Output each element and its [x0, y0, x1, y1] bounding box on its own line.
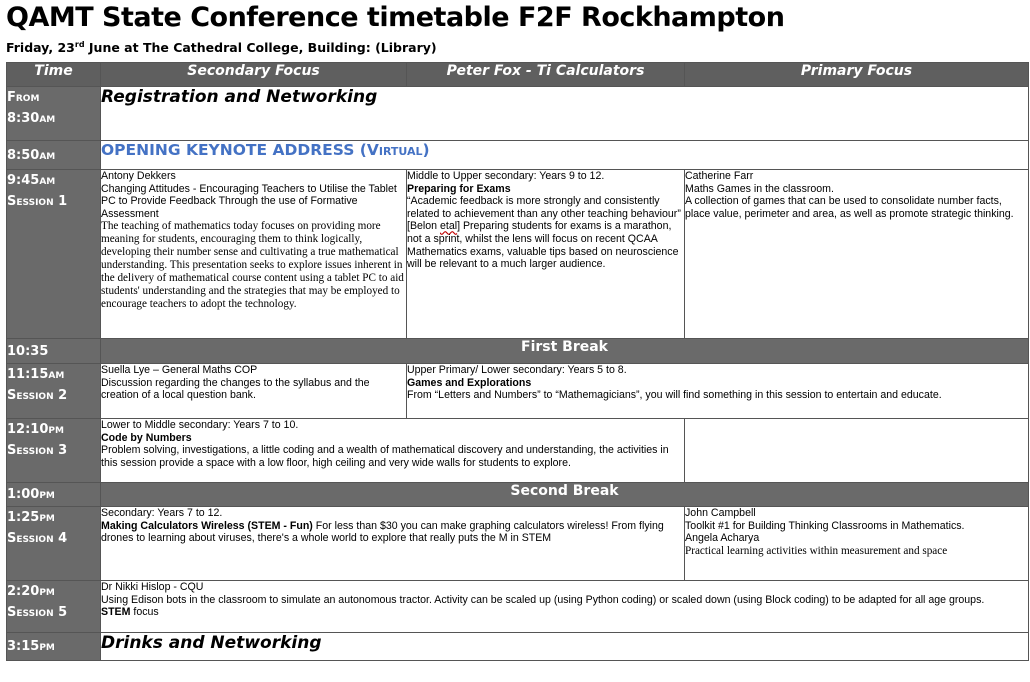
- s5-all-cell: [101, 581, 1029, 633]
- time-second-break: [7, 483, 101, 507]
- session-label-5: Session 5: [7, 605, 68, 620]
- row-session-5: [7, 581, 1029, 633]
- second-break-cell: Second Break: [101, 483, 1029, 507]
- s1-peter-cell: [407, 170, 685, 339]
- row-session-1: [7, 170, 1029, 339]
- header-row: [7, 63, 1029, 87]
- s1-secondary-presenter: Antony Dekkers: [101, 170, 176, 182]
- s1-primary-abstract: A collection of games that can be used to consolidate number facts, place value, perimeter and area, as well as promote strategic thinking.: [685, 195, 1014, 220]
- s4-primary-title-1: Toolkit #1 for Building Thinking Classrooms in Mathematics.: [685, 519, 965, 532]
- time-label-850: 8:50am: [7, 147, 56, 163]
- s2-secondary-presenter: Suella Lye – General Maths COP: [101, 364, 258, 376]
- row-session-2: [7, 364, 1029, 419]
- s4-primary-presenter-1: John Campbell: [685, 507, 756, 519]
- s1-peter-abstract: [407, 195, 684, 271]
- session-label-4: Session 4: [7, 531, 68, 546]
- time-session-1: [7, 170, 101, 339]
- page-title: QAMT State Conference timetable F2F Rockhampton: [6, 2, 785, 33]
- time-label-100: 1:00pm: [7, 487, 55, 502]
- s1-primary-cell: [685, 170, 1029, 339]
- header-peter-fox: Peter Fox - Ti Calculators: [407, 63, 685, 87]
- s1-primary-title: Maths Games in the classroom.: [685, 182, 834, 195]
- row-drinks: [7, 633, 1029, 661]
- timetable: [6, 62, 1029, 661]
- page-subtitle: [6, 40, 437, 55]
- s2-secondary-cell: [101, 364, 407, 419]
- header-secondary-focus: Secondary Focus: [101, 63, 407, 87]
- keynote-cell: [101, 141, 1029, 170]
- time-label-125: 1:25pm: [7, 510, 55, 525]
- session-label-1: Session 1: [7, 194, 68, 209]
- s1-peter-level: Middle to Upper secondary: Years 9 to 12.: [407, 170, 605, 182]
- s4-secondary-level: Secondary: Years 7 to 12.: [101, 507, 223, 519]
- registration-cell: Registration and Networking: [101, 87, 1029, 141]
- s5-focus-line: [101, 606, 1028, 619]
- row-registration: [7, 87, 1029, 141]
- subtitle-date: Friday, 23: [6, 40, 75, 56]
- s5-presenter: Dr Nikki Hislop - CQU: [101, 581, 204, 593]
- s5-stem: STEM: [101, 606, 131, 619]
- s1-secondary-title: Changing Attitudes - Encouraging Teachers to Utilise the Tablet PC to Provide Feedback Through the use of Formative Assessment: [101, 182, 397, 220]
- s3-secondary-cell: [101, 419, 685, 483]
- time-label-1210: 12:10pm: [7, 422, 64, 437]
- row-second-break: [7, 483, 1029, 507]
- keynote-title: OPENING KEYNOTE ADDRESS (: [101, 141, 367, 159]
- keynote-virtual: Virtual: [366, 141, 423, 159]
- row-keynote: [7, 141, 1029, 170]
- row-session-4: [7, 507, 1029, 581]
- row-first-break: [7, 339, 1029, 364]
- time-keynote: [7, 141, 101, 170]
- session-label-3: Session 3: [7, 443, 68, 458]
- s4-secondary-title: Making Calculators Wireless (STEM - Fun): [101, 519, 313, 532]
- s5-focus: focus: [130, 606, 159, 619]
- s1-peter-title: Preparing for Exams: [407, 182, 511, 195]
- s5-abstract: Using Edison bots in the classroom to simulate an autonomous tractor. Activity can be scaled up (using Python coding) or scaled down (using Block coding) to be adapted for all age groups.: [101, 593, 985, 606]
- s4-primary-cell: [685, 507, 1029, 581]
- keynote-close: ): [422, 141, 430, 159]
- time-session-4: [7, 507, 101, 581]
- s2-peter-abstract: From “Letters and Numbers” to “Mathemagicians”, you will find something in this session to entertain and educate.: [407, 389, 942, 402]
- s3-primary-cell: [685, 419, 1029, 483]
- s4-secondary-body: [101, 520, 684, 545]
- s1-peter-abstract-a: “Academic feedback is more strongly and consistently related to achievement than any other teaching behaviour” [Belon: [407, 195, 681, 233]
- time-label-220: 2:20pm: [7, 584, 55, 599]
- s1-peter-abstract-etal: etal: [439, 220, 458, 233]
- s2-peter-title: Games and Explorations: [407, 376, 532, 389]
- s4-primary-presenter-2: Angela Acharya: [685, 532, 760, 545]
- s3-secondary-level: Lower to Middle secondary: Years 7 to 10.: [101, 419, 299, 431]
- session-label-2: Session 2: [7, 388, 68, 403]
- subtitle-venue: June at The Cathedral College, Building: (Library): [84, 40, 437, 56]
- s1-peter-abstract-b: ] Preparing students for exams is a marathon, not a sprint, whilst the lens will focus on recent QCAA Mathematics exams, valuable tips based on neuroscience will be relevant to a much larger audience.: [407, 220, 679, 271]
- time-label-945: 9:45am: [7, 173, 56, 188]
- s3-secondary-abstract: Problem solving, investigations, a little coding and a wealth of mathematical discovery and understanding, the activities in this session provide a space with a low floor, high ceiling and very wide walls for students to explore.: [101, 444, 669, 469]
- time-label-830: 8:30am: [7, 111, 56, 126]
- time-drinks: [7, 633, 101, 661]
- s4-primary-title-2: Practical learning activities within measurement and space: [685, 544, 948, 557]
- first-break-cell: First Break: [101, 339, 1029, 364]
- time-session-5: [7, 581, 101, 633]
- s3-secondary-title: Code by Numbers: [101, 431, 192, 444]
- time-session-3: [7, 419, 101, 483]
- header-primary-focus: Primary Focus: [685, 63, 1029, 87]
- s4-secondary-cell: [101, 507, 685, 581]
- time-registration: [7, 87, 101, 141]
- s4-secondary-abstract: For less than $30 you can make graphing calculators wireless! From flying drones to learning about viruses, there's a whole world to explore that really puts the M in STEM: [101, 519, 664, 545]
- s2-peter-cell: [407, 364, 1029, 419]
- s2-secondary-abstract: Discussion regarding the changes to the syllabus and the creation of a local question bank.: [101, 376, 370, 402]
- subtitle-suffix: rd: [74, 40, 85, 49]
- time-label-315: 3:15pm: [7, 639, 55, 654]
- time-label-1115: 11:15am: [7, 367, 65, 382]
- s1-primary-presenter: Catherine Farr: [685, 170, 754, 182]
- row-session-3: [7, 419, 1029, 483]
- drinks-cell: Drinks and Networking: [101, 633, 1029, 661]
- time-session-2: [7, 364, 101, 419]
- time-first-break: 10:35: [7, 339, 101, 364]
- s1-secondary-cell: [101, 170, 407, 339]
- s1-secondary-abstract: The teaching of mathematics today focuses on providing more meaning for students, encouraging them to think logically, developing their number sense and cultivating a true mathematical understanding. This presentation seeks to explore issues inherent in the delivery of mathematical course content using a tablet PC to aid students' understanding and the strategies that may be employed to encourage teachers to adopt the technology.: [101, 220, 404, 310]
- s2-peter-level: Upper Primary/ Lower secondary: Years 5 to 8.: [407, 364, 627, 376]
- time-label-from: From: [7, 90, 40, 105]
- header-time: Time: [7, 63, 101, 87]
